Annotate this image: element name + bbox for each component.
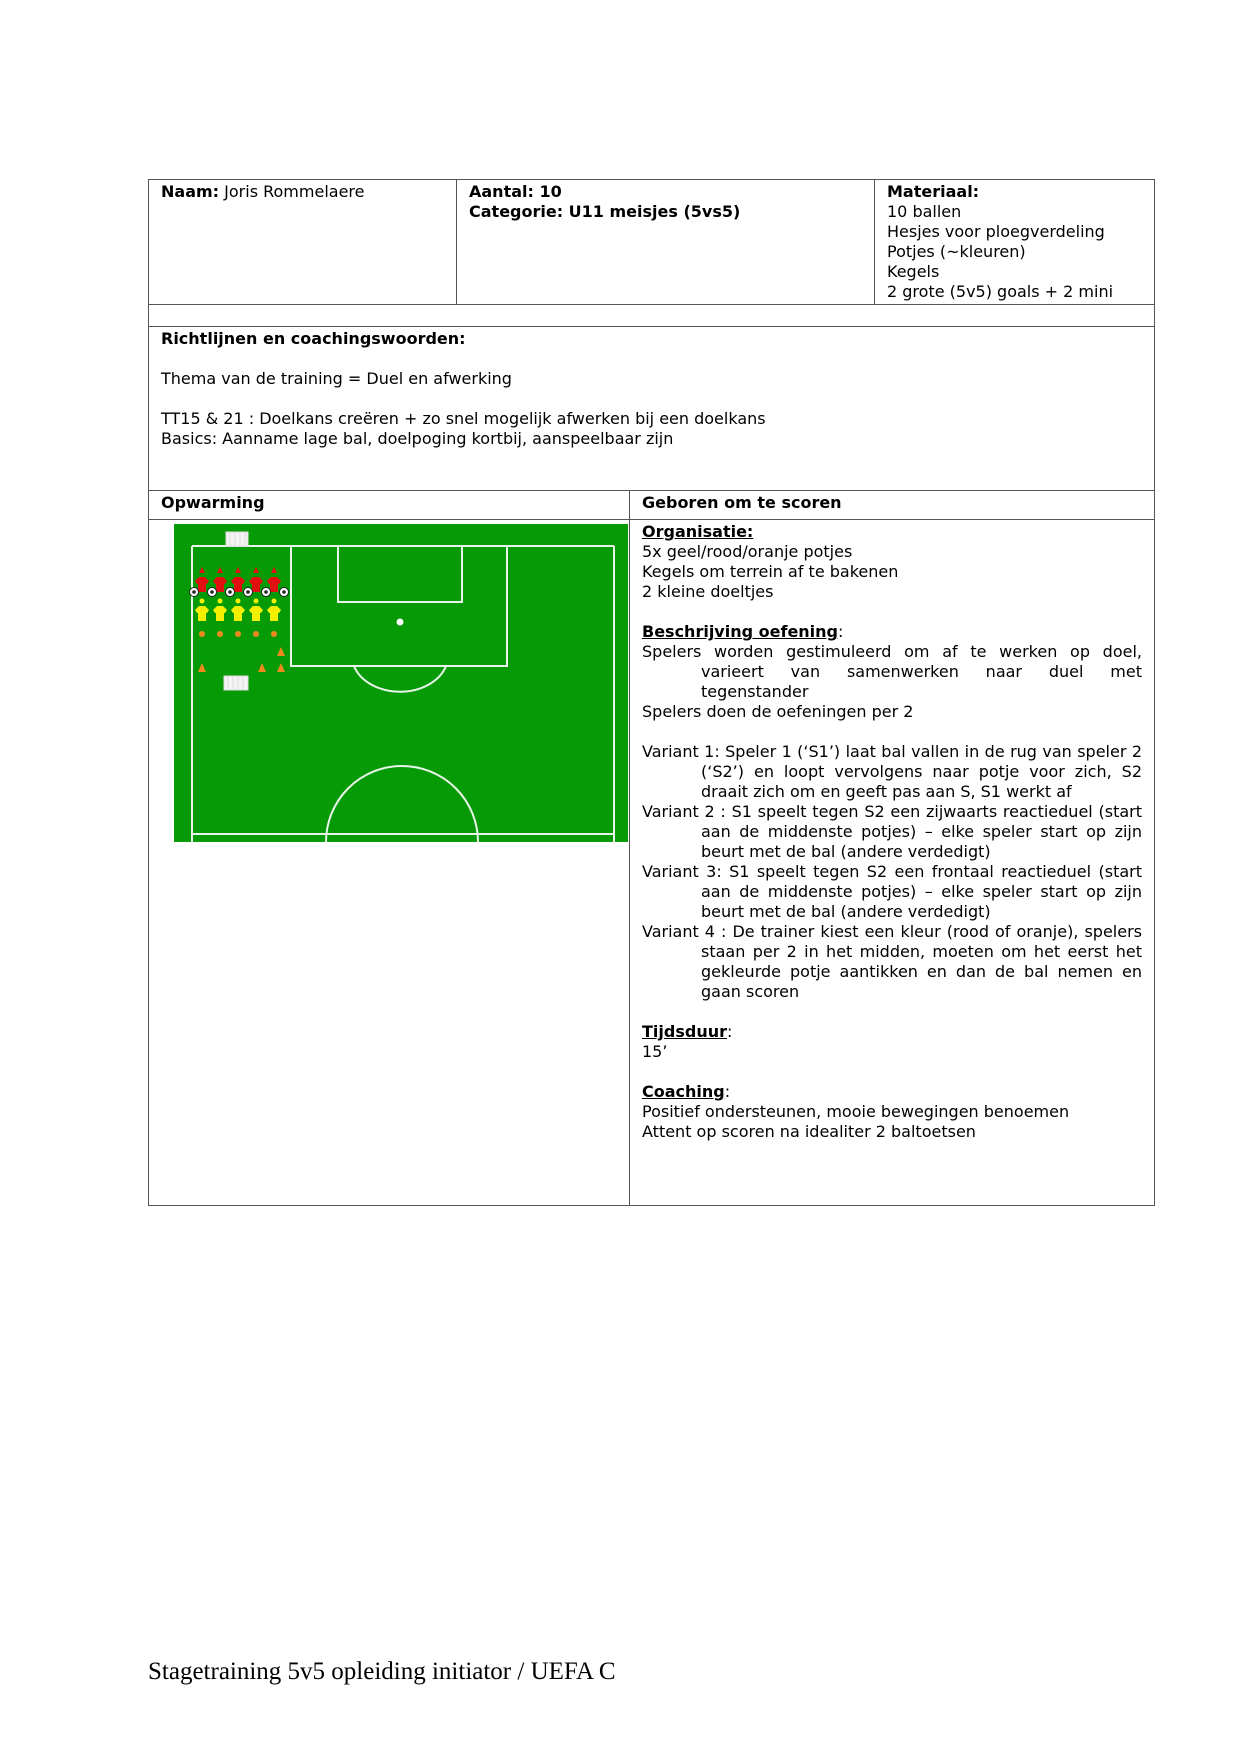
materiaal-item: Hesjes voor ploegverdeling bbox=[887, 222, 1105, 241]
orange-pot bbox=[235, 631, 241, 637]
beschrijving-label: Beschrijving oefening bbox=[642, 622, 839, 641]
orange-pot bbox=[217, 631, 223, 637]
variant-3: Variant 3: S1 speelt tegen S2 een frontaal reactieduel (start aan de middenste potjes) – elke speler start op zijn beurt met de bal (andere verdedigt) bbox=[642, 862, 1142, 921]
yellow-cone bbox=[218, 599, 223, 604]
variant-4: Variant 4 : De trainer kiest een kleur (rood of oranje), spelers staan per 2 in het midden, moeten om het eerst het gekleurde potje aantikken en dan de bal nemen en gaan scoren bbox=[642, 922, 1142, 1001]
variant-1: Variant 1: Speler 1 (‘S1’) laat bal vallen in de rug van speler 2 (‘S2’) en loopt vervolgens naar potje voor zich, S2 draait zich om en geeft pas aan S, S1 werkt af bbox=[642, 742, 1142, 801]
tijdsduur-value: 15’ bbox=[642, 1042, 668, 1061]
description-cell: Organisatie: 5x geel/rood/oranje potjes Kegels om terrein af te bakenen 2 kleine doeltjes Beschrijving oefening: Spelers worden gestimuleerd om af te werken op doel, varieert van samenwerken naar duel met tegenstander Spelers doen de oefeningen per 2 Variant 1: Speler 1 (‘S1’) laat bal vallen in de rug van speler 2 (‘S2’) en loopt vervolgens naar potje voor zich, S2 draait zich om en geeft pas aan S, S1 werkt af Variant 2 : S1 speelt tegen S2 een zijwaarts reactieduel (start aan de middenste potjes) – elke speler start op zijn beurt met de bal (andere verdedigt) Variant 3: S1 speelt tegen S2 een frontaal reactieduel (start aan de middenste potjes) – elke speler start op zijn beurt met de bal (andere verdedigt) Variant 4 : De trainer kiest een kleur (rood of oranje), spelers staan per 2 in het midden, moeten om het eerst het gekleurde potje aantikken en dan de bal nemen en gaan scoren Tijdsduur: 15’ Coaching: Positief ondersteunen, mooie bewegingen benoemen Attent op scoren na idealiter 2 baltoetsen bbox=[630, 520, 1155, 1206]
coaching-line: Attent op scoren na idealiter 2 baltoetsen bbox=[642, 1122, 976, 1141]
tt-line: TT15 & 21 : Doelkans creëren + zo snel mogelijk afwerken bij een doelkans bbox=[161, 409, 766, 428]
materiaal-item: Kegels bbox=[887, 262, 940, 281]
naam-cell bbox=[149, 180, 457, 305]
richtlijnen-cell bbox=[149, 327, 1155, 491]
pitch-cell bbox=[149, 520, 630, 1206]
variant-2: Variant 2 : S1 speelt tegen S2 een zijwaarts reactieduel (start aan de middenste potjes) – elke speler start op zijn beurt met de bal (andere verdedigt) bbox=[642, 802, 1142, 861]
organisatie-line: Kegels om terrein af te bakenen bbox=[642, 562, 899, 581]
orange-pot bbox=[271, 631, 277, 637]
yellow-cone bbox=[254, 599, 259, 604]
footer: Stagetraining 5v5 opleiding initiator / UEFA C bbox=[148, 1658, 616, 1685]
richtlijnen-title: Richtlijnen en coachingswoorden: bbox=[161, 329, 466, 348]
session-sheet bbox=[148, 179, 1154, 1206]
naam-label: Naam: bbox=[161, 182, 220, 201]
coaching-line: Positief ondersteunen, mooie bewegingen benoemen bbox=[642, 1102, 1070, 1121]
aantal: Aantal: 10 bbox=[469, 182, 562, 201]
organisatie-line: 5x geel/rood/oranje potjes bbox=[642, 542, 853, 561]
top-goal bbox=[226, 532, 248, 546]
organisatie-label: Organisatie: bbox=[642, 522, 754, 541]
coaching-label: Coaching bbox=[642, 1082, 725, 1101]
ball-patch bbox=[192, 590, 196, 594]
materiaal-item: 2 grote (5v5) goals + 2 mini bbox=[887, 282, 1114, 301]
orange-pot bbox=[199, 631, 205, 637]
ball-patch bbox=[210, 590, 214, 594]
materiaal-cell bbox=[875, 180, 1155, 305]
beschrijving-p1: Spelers worden gestimuleerd om af te werken op doel, varieert van samenwerken naar duel met tegenstander bbox=[642, 642, 1142, 701]
categorie: Categorie: U11 meisjes (5vs5) bbox=[469, 202, 741, 221]
pitch-diagram bbox=[174, 524, 628, 842]
ball-patch bbox=[264, 590, 268, 594]
basics-line: Basics: Aanname lage bal, doelpoging kortbij, aanspeelbaar zijn bbox=[161, 429, 674, 448]
ball-patch bbox=[246, 590, 250, 594]
yellow-cone bbox=[236, 599, 241, 604]
thema: Thema van de training = Duel en afwerking bbox=[161, 369, 512, 388]
ball-patch bbox=[228, 590, 232, 594]
materiaal-item: 10 ballen bbox=[887, 202, 962, 221]
penalty-spot bbox=[397, 619, 404, 626]
materiaal-item: Potjes (~kleuren) bbox=[887, 242, 1026, 261]
exercise-title: Geboren om te scoren bbox=[630, 491, 1155, 520]
materiaal-label: Materiaal: bbox=[887, 182, 980, 201]
yellow-cone bbox=[272, 599, 277, 604]
beschrijving-p2: Spelers doen de oefeningen per 2 bbox=[642, 702, 914, 721]
yellow-cone bbox=[200, 599, 205, 604]
tijdsduur-label: Tijdsduur bbox=[642, 1022, 727, 1041]
session-table bbox=[148, 179, 1155, 1206]
spacer-row bbox=[149, 305, 1155, 327]
opwarming-header: Opwarming bbox=[149, 491, 630, 520]
orange-pot bbox=[253, 631, 259, 637]
naam-value: Joris Rommelaere bbox=[224, 182, 365, 201]
ball-patch bbox=[282, 590, 286, 594]
organisatie-line: 2 kleine doeltjes bbox=[642, 582, 774, 601]
mini-goal bbox=[224, 676, 248, 690]
aantal-cell bbox=[457, 180, 875, 305]
